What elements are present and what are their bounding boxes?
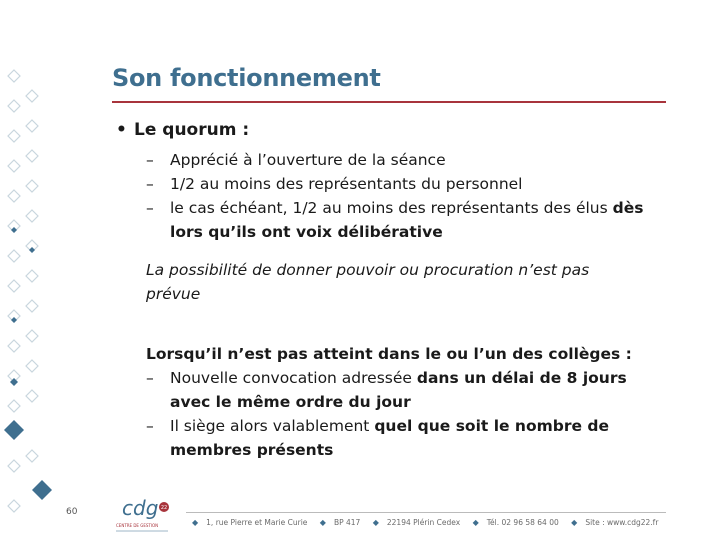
- list-item: [146, 196, 646, 244]
- not-reached-section: [146, 342, 646, 462]
- list-item-text: 1/2 au moins des représentants du personnel: [170, 175, 523, 193]
- dash-icon: –: [146, 175, 154, 193]
- footer-contact: [186, 518, 666, 532]
- diamond-icon: ◆: [472, 518, 479, 527]
- diamond-icon: ◆: [319, 518, 326, 527]
- list-item: [146, 366, 646, 414]
- procuration-note: La possibilité de donner pouvoir ou procuration n’est pas prévue: [146, 261, 590, 303]
- list-item-text: Nouvelle convocation adressée: [170, 369, 417, 387]
- slide-title: Son fonctionnement: [112, 64, 381, 92]
- list-item-text: le cas échéant, 1/2 au moins des représentants des élus: [170, 199, 608, 217]
- logo-text: cdg: [122, 496, 159, 520]
- list-item-bold-text: dans un délai de 8 jours avec le même ordre du jour: [170, 369, 627, 411]
- diamond-icon: ◆: [192, 518, 199, 527]
- diamond-icon: ◆: [372, 518, 379, 527]
- logo-number: 22: [160, 505, 168, 511]
- footer-website[interactable]: Site : www.cdg22.fr: [585, 518, 659, 527]
- footer-bp: BP 417: [333, 518, 361, 527]
- list-item: [146, 148, 646, 172]
- not-reached-heading: Lorsqu’il n’est pas atteint dans le ou l’un des collèges :: [146, 345, 632, 363]
- list-item-bold-text: quel que soit le nombre de membres présents: [170, 417, 610, 459]
- dash-icon: –: [146, 417, 154, 435]
- quorum-heading-text: Le quorum :: [134, 120, 250, 140]
- dash-icon: –: [146, 369, 154, 387]
- list-item-bold-text: dès lors qu’ils ont voix délibérative: [170, 199, 644, 241]
- list-item: [146, 414, 646, 462]
- footer-city: 22194 Plérin Cedex: [386, 518, 461, 527]
- page-number: 60: [66, 507, 78, 517]
- title-underline: [112, 101, 666, 103]
- footer-phone: Tél. 02 96 58 64 00: [486, 518, 559, 527]
- footer-address: 1, rue Pierre et Marie Curie: [206, 518, 308, 527]
- diamond-icon: ◆: [571, 518, 578, 527]
- logo-caption: CENTRE DE GESTION: [116, 523, 159, 528]
- dash-icon: –: [146, 151, 154, 169]
- list-item: [146, 172, 646, 196]
- quorum-list: [146, 148, 646, 244]
- cdg22-logo: [112, 493, 174, 535]
- dash-icon: –: [146, 199, 154, 217]
- list-item-text: Apprécié à l’ouverture de la séance: [170, 151, 446, 169]
- footer-divider: [186, 512, 666, 513]
- quorum-heading: [116, 120, 249, 140]
- decorative-diamond-pattern: [0, 60, 60, 530]
- list-item-text: Il siège alors valablement: [170, 417, 375, 435]
- bullet-icon: •: [116, 120, 127, 140]
